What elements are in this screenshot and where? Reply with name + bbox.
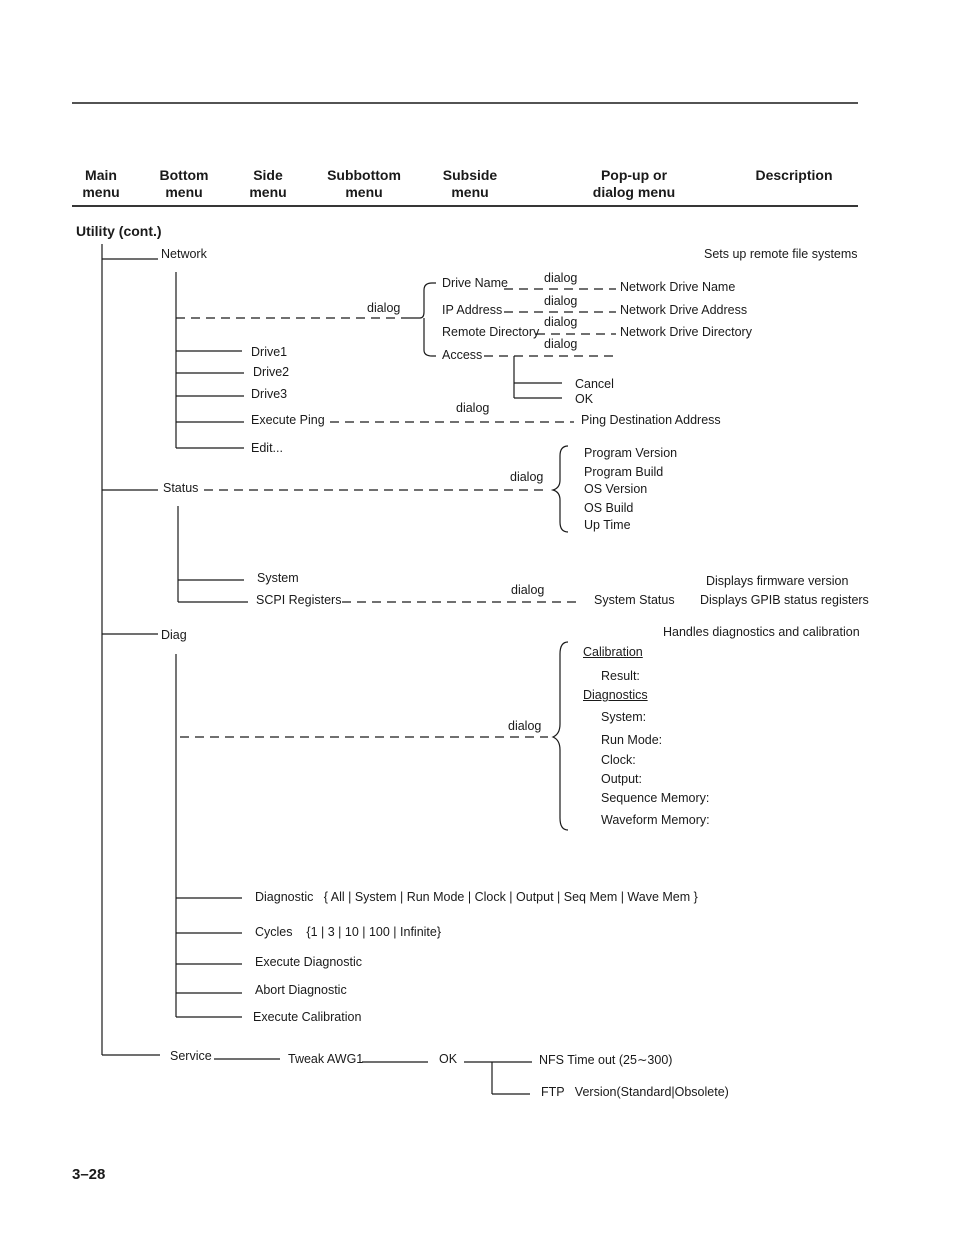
popup-diagnostics: Diagnostics [583,688,648,702]
side-drive3: Drive3 [251,387,288,401]
popup-clock: Clock: [601,753,636,767]
cycles-options: {1 | 3 | 10 | 100 | Infinite} [306,925,442,939]
side-diagnostic [255,890,698,904]
system-description: Displays firmware version [706,574,849,588]
access-cancel: Cancel [575,377,614,391]
diagnostic-options: { All | System | Run Mode | Clock | Output | Seq Mem | Wave Mem } [323,890,698,904]
popup-calibration: Calibration [583,645,643,659]
scpi-dialog-label: dialog [511,583,545,597]
diag-dialog-label: dialog [508,719,542,733]
popup-program-build: Program Build [584,465,664,479]
access-ok: OK [575,392,594,406]
popup-network-drive-address: Network Drive Address [620,303,748,317]
header-description: Description [755,167,833,183]
popup-os-version: OS Version [584,482,648,496]
status-dialog-label: dialog [510,470,544,484]
popup-output: Output: [601,772,642,786]
side-scpi-registers: SCPI Registers [256,593,342,607]
side-drive1: Drive1 [251,345,288,359]
subside-ip-address: IP Address [442,303,503,317]
popup-ping-destination-address: Ping Destination Address [581,413,721,427]
ping-dialog-label: dialog [456,401,490,415]
bottom-menu-diag: Diag [161,628,187,642]
bottom-menu-service: Service [170,1049,212,1063]
side-execute-diagnostic: Execute Diagnostic [255,955,363,969]
popup-result: Result: [601,669,640,683]
popup-network-drive-name: Network Drive Name [620,280,736,294]
header-side-menu: Side menu [249,167,287,200]
scpi-description: Displays GPIB status registers [700,593,869,607]
side-tweak-awg1: Tweak AWG1 [288,1052,364,1066]
popup-os-build: OS Build [584,501,634,515]
side-cycles-label: Cycles [255,925,293,939]
diag-description: Handles diagnostics and calibration [663,625,860,639]
header-bottom-menu: Bottom menu [159,167,209,200]
main-menu-utility: Utility (cont.) [76,223,162,239]
popup-waveform-memory: Waveform Memory: [601,813,710,827]
popup-program-version: Program Version [584,446,678,460]
header-main-menu: Main menu [82,167,120,200]
popup-run-mode: Run Mode: [601,733,663,747]
popup-system: System: [601,710,647,724]
side-system: System [257,571,299,585]
network-dialog-label: dialog [367,301,401,315]
bottom-menu-status: Status [163,481,199,495]
popup-ftp-version: FTP Version(Standard|Obsolete) [541,1085,729,1099]
popup-network-drive-directory: Network Drive Directory [620,325,752,339]
remote-directory-dialog-label: dialog [544,315,578,329]
subside-remote-directory: Remote Directory [442,325,540,339]
header-subside-menu: Subside menu [442,167,498,200]
page-number: 3–28 [72,1166,106,1183]
popup-up-time: Up Time [584,518,631,532]
side-execute-calibration: Execute Calibration [253,1010,362,1024]
side-abort-diagnostic: Abort Diagnostic [255,983,347,997]
side-drive2: Drive2 [253,365,290,379]
popup-nfs-time-out: NFS Time out (25∼300) [539,1053,673,1067]
side-diagnostic-label: Diagnostic [255,890,314,904]
popup-sequence-memory: Sequence Memory: [601,791,710,805]
subbottom-ok: OK [439,1052,458,1066]
subside-access: Access [442,348,483,362]
side-edit: Edit... [251,441,283,455]
header-subbottom-menu: Subbottom menu [327,167,401,200]
side-execute-ping: Execute Ping [251,413,325,427]
access-dialog-label: dialog [544,337,578,351]
popup-system-status: System Status [594,593,675,607]
ip-address-dialog-label: dialog [544,294,578,308]
drive-name-dialog-label: dialog [544,271,578,285]
subside-drive-name: Drive Name [442,276,508,290]
header-popup-dialog-menu: Pop-up or dialog menu [592,167,676,200]
bottom-menu-network: Network [161,247,207,261]
side-cycles [255,925,441,939]
network-description: Sets up remote file systems [704,247,858,261]
